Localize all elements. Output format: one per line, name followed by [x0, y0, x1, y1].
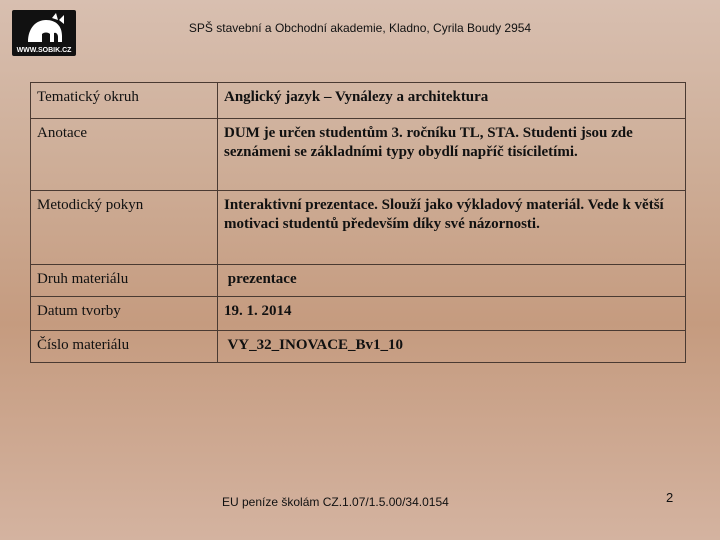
logo-text: WWW.SOBIK.CZ: [16, 47, 72, 54]
row-label: Datum tvorby: [31, 297, 218, 331]
row-label: Anotace: [31, 119, 218, 191]
footer-text: EU peníze školám CZ.1.07/1.5.00/34.0154: [222, 495, 449, 509]
table-row: [31, 297, 686, 331]
row-value: 19. 1. 2014: [218, 297, 686, 331]
table-row: [31, 83, 686, 119]
material-info-table: [30, 82, 686, 363]
row-value: DUM je určen studentům 3. ročníku TL, STA. Studenti jsou zde seznámeni se základními typy obydlí napříč tisíciletími.: [218, 119, 686, 191]
table-row: [31, 331, 686, 363]
row-label: Metodický pokyn: [31, 191, 218, 265]
row-value: Interaktivní prezentace. Slouží jako výkladový materiál. Vede k větší motivaci studentů především díky své názornosti.: [218, 191, 686, 265]
row-label: Číslo materiálu: [31, 331, 218, 363]
row-label: Tematický okruh: [31, 83, 218, 119]
table-row: [31, 119, 686, 191]
row-value: VY_32_INOVACE_Bv1_10: [218, 331, 686, 363]
row-value: Anglický jazyk – Vynálezy a architektura: [218, 83, 686, 119]
row-label: Druh materiálu: [31, 265, 218, 297]
row-value: prezentace: [218, 265, 686, 297]
page-header-title: SPŠ stavební a Obchodní akademie, Kladno, Cyrila Boudy 2954: [188, 21, 532, 35]
table-row: [31, 265, 686, 297]
page-number: 2: [666, 490, 674, 505]
table-row: [31, 191, 686, 265]
